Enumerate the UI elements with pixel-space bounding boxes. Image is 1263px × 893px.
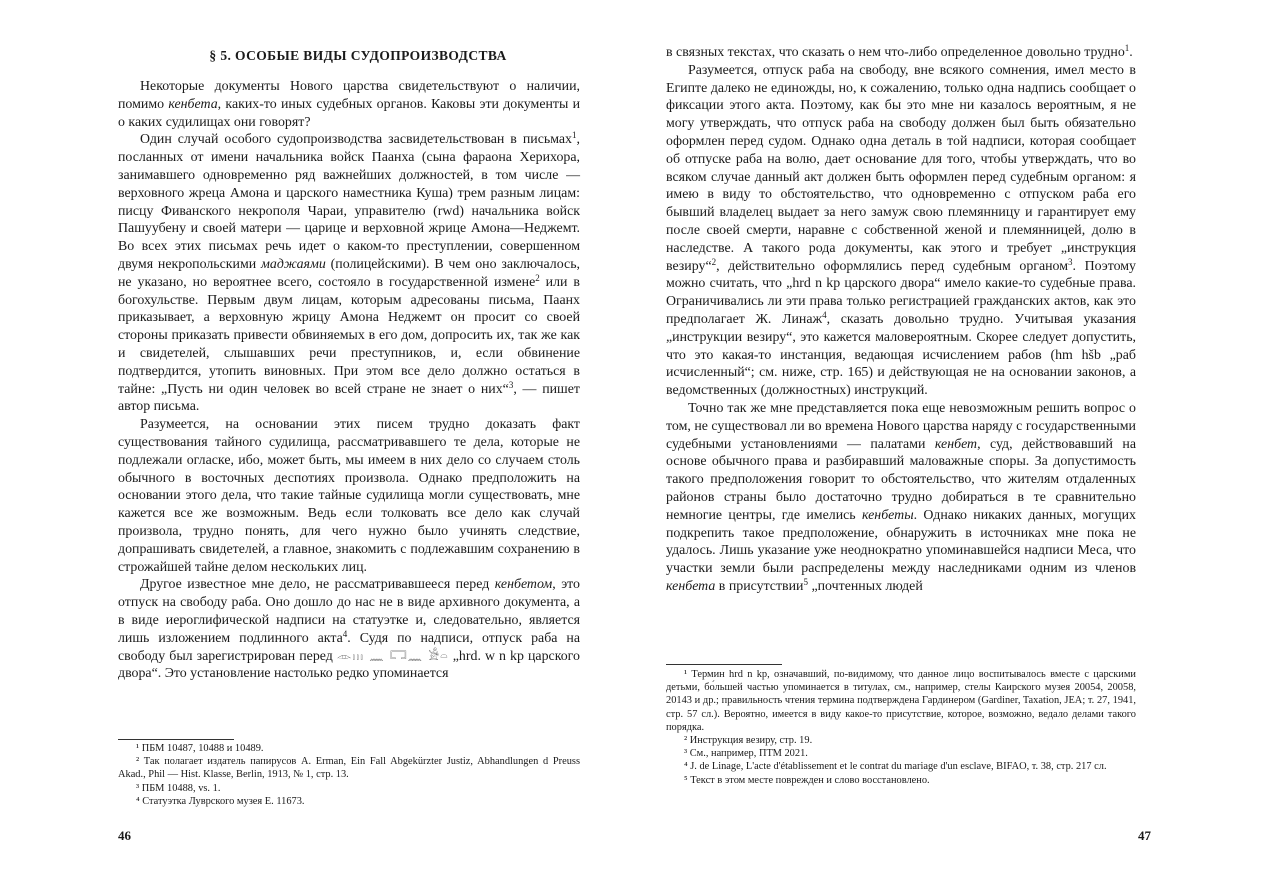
text-run: в связных текстах, что сказать о нем что-либо определенное довольно трудно	[666, 45, 1125, 60]
footnote: ² Инструкция везиру, стр. 19.	[684, 735, 813, 747]
text-run: . Поэтому можно считать, что „hrd n kp царского двора“ имело какие-то судебные права. Ограничивались ли эти права только регистрацией гражданских актов, как это предполагает Ж. Линаж	[666, 258, 1136, 327]
paragraph	[666, 62, 1136, 400]
right-body-text	[666, 44, 1136, 596]
footnote: ⁴ Статуэтка Луврского музея Е. 11673.	[136, 795, 305, 807]
footnote: ² Так полагает издатель папирусов A. Erman, Ein Fall Abgekürzter Justiz, Abhandlungen d Preuss Akad., Phil — Hist. Klasse, Berlin, 1913, № 1, стр. 13.	[118, 756, 580, 781]
paragraph	[118, 576, 580, 683]
text-run: , каких-то иных судебных органов. Каковы эти документы и о каких судилищах они говорят?	[118, 96, 581, 130]
footnote: ³ ПБМ 10488, vs. 1.	[136, 782, 221, 794]
footnote: ¹ Термин hrd n kp, означавший, по-видимому, что данное лицо воспитывалось вместе с царскими детьми, бо́льшей частью упоминается в титулах, см., например, стелы Каирского музея 20054, 20058, 20143 и др.; правильность чтения термина подтверждена Гардинером (Gardiner, Taxation, JEA; т. 27, 1941, стр. 57 сл.). Вероятно, имеется в виду какое-то присутствие, которое, возможно, ведало делами такого порядка.	[666, 669, 1136, 733]
footnote-ref: 3	[1068, 256, 1073, 267]
text-run: „hrd. w n kp царского двора“. Это установление настолько редко упоминается	[118, 648, 580, 682]
footnote: ⁵ Текст в этом месте поврежден и слово восстановлено.	[684, 774, 930, 786]
footnote-ref: 5	[803, 576, 808, 587]
footnote: ⁴ J. de Linage, L'acte d'établissement et le contrat du mariage d'un esclave, BIFAO, т. 38, стр. 217 сл.	[684, 761, 1107, 773]
paragraph	[118, 78, 580, 131]
paragraph	[666, 400, 1136, 596]
footnote-divider	[666, 664, 782, 665]
text-run: „почтенных людей	[807, 578, 923, 594]
text-run: Один случай особого судопроизводства засвидетельствован в письмах	[140, 132, 573, 148]
footnote-ref: 1	[1124, 43, 1130, 53]
text-run: , суд, действовавший на основе обычного права и разбиравший маловажные споры. За допустимость такого предположения говорит то обстоятельство, что жителям отдаленных районов страны было достаточно трудно добираться в те сравнительно немногие центры, где имелись	[666, 436, 1137, 523]
italic-term: маджаями	[261, 256, 326, 272]
text-run: Некоторые документы Нового царства свидетельствуют о наличии, помимо	[118, 79, 580, 112]
footnote-ref: 2	[535, 272, 540, 283]
paragraph: Разумеется, на основании этих писем трудно доказать факт существования тайного судилища, рассматривавшего те дела, которые не подлежали огласке, ибо, может быть, мы имеем в них дело со случаем столь обычного в восточных деспотиях произвола. Однако предположить на основании этого дела, что такие тайные судилища могли существовать, мне кажется все же возможным. Ведь если толковать все дело как случай произвола, трудно понять, для чего нужно было учинять следствие, допрашивать свидетелей, а главное, знакомить с подлежавшим сохранению в строжайшей тайне делом нескольких лиц.	[118, 417, 580, 575]
italic-term: кенбет	[934, 436, 978, 452]
footnote: ³ См., например, ПТМ 2021.	[684, 748, 808, 760]
italic-term: кенбетом	[494, 577, 553, 593]
right-footnotes	[666, 668, 1136, 787]
text-run: , это отпуск на свободу раба. Оно дошло до нас не в виде архивного документа, а в виде иероглифической надписи на статуэтке и, следовательно, является лишь изложением подлинного акта	[118, 577, 580, 646]
footnote-ref: 2	[711, 256, 717, 267]
text-run: или в богохульстве. Первым двум лицам, которым адресованы письма, Паанх приказывает, а верховную жрицу Амона Неджемт он просит со своей стороны приказать привести обвиняемых в его дом, допросить их, так же как и свидетелей, слышавших речи преступников, и, если обвинение подтвердится, утопить виновных. При этом все дело должно остаться в тайне: „Пусть ни один человек во всей стране не знает о них“	[118, 274, 580, 397]
paragraph	[666, 44, 1136, 62]
page-number: 46	[118, 828, 131, 843]
text-run: . Однако никаких данных, могущих подкрепить такое предположение, обнаружить в источниках мне пока не удалось. Лишь указание уже неоднократно упоминавшейся надписи Меса, что участки земли были распределены между наследниками одним из членов	[666, 507, 1136, 577]
text-run: Разумеется, отпуск раба на свободу, вне всякого сомнения, имел место в Египте далеко не единожды, но, к сожалению, только одна надпись сообщает о фиксации этого акта. Поэтому, как бы это мне ни казалось вероятным, я не могу утверждать, что отпуск раба на свободу должен был быть обязательно оформлен перед судом. Однако одна деталь в той надписи, которая сообщает об отпуске раба на волю, дает основание для того, чтобы утверждать, что во всяком случае данный акт должен быть оформлен перед судебным органом: я имею в виду то обстоятельство, что одновременно с отпуском раба его бывший владелец выдает за него замуж свою племянницу и гарантирует ему после своей смерти, наравне с собственной женой и племянницей, долю в наследстве. А такого рода документы, как этого и требует „инструкция везиру“	[666, 62, 1136, 274]
right-page	[632, 0, 1263, 893]
text-run: Другое известное мне дело, не рассматривавшееся перед	[140, 577, 495, 593]
text-run: в присутствии	[715, 578, 804, 594]
section-heading: § 5. ОСОБЫЕ ВИДЫ СУДОПРОИЗВОДСТВА	[209, 48, 507, 63]
text-run: , — пишет автор письма.	[118, 381, 580, 415]
text-run: Точно так же мне представляется пока еще невозможным решить вопрос о том, не существовал ли во времена Нового царства наряду с государственными судебными установлениями — палатами	[666, 400, 1136, 452]
paragraph	[118, 131, 580, 416]
text-run: , сказать довольно трудно. Учитывая указания „инструкции везиру“, это кажется маловероятным. Скорее следует допустить, что это какая-то инстанция, ведающая исчислением рабов (hm hšb „раб исчисленный“; см. ниже, стр. 165) и действующая не на основании законов, а ведомственных (должностных) инструкций.	[666, 311, 1136, 399]
footnote-ref: 1	[572, 130, 577, 141]
text-run: .	[1129, 45, 1133, 60]
hieroglyph-group: 𓁹𓏥 𓈖 𓉐𓈖 𓀀𓏏	[336, 648, 449, 663]
footnote-ref: 3	[508, 379, 514, 390]
text-run: , действительно оформлялись перед судебным органом	[716, 258, 1069, 274]
footnote: ¹ ПБМ 10487, 10488 и 10489.	[136, 743, 264, 754]
left-body-text	[118, 78, 580, 683]
footnote-ref: 4	[342, 628, 348, 639]
text-run: . Судя по надписи, отпуск раба на свободу был зарегистрирован перед	[118, 630, 580, 664]
italic-term: кенбеты	[861, 507, 914, 523]
left-footnotes	[118, 742, 580, 808]
italic-term: кенбета	[666, 578, 716, 594]
text-run: , посланных от имени начальника войск Паанха (сына фараона Херихора, занимавшего одновременно ряд важнейших должностей, в том числе — верховного жреца Амона и царского наместника Куша) трем разным лицам: писцу Фиванского некрополя Чараи, управителю (rwd) начальника войск Пашуубену и своей матери — царице и верховной жрице Амона—Неджемт. Во всех этих письмах речь идет о каком-то преступлении, совершенном двумя некропольскими	[118, 132, 580, 272]
page-number: 47	[1138, 828, 1151, 843]
footnote-divider	[118, 739, 234, 740]
italic-term: кенбета	[168, 96, 218, 112]
footnote-ref: 4	[822, 309, 827, 320]
text-run: (полицейскими). В чем оно заключалось, не указано, но вероятнее всего, состояло в государственной измене	[118, 256, 580, 290]
